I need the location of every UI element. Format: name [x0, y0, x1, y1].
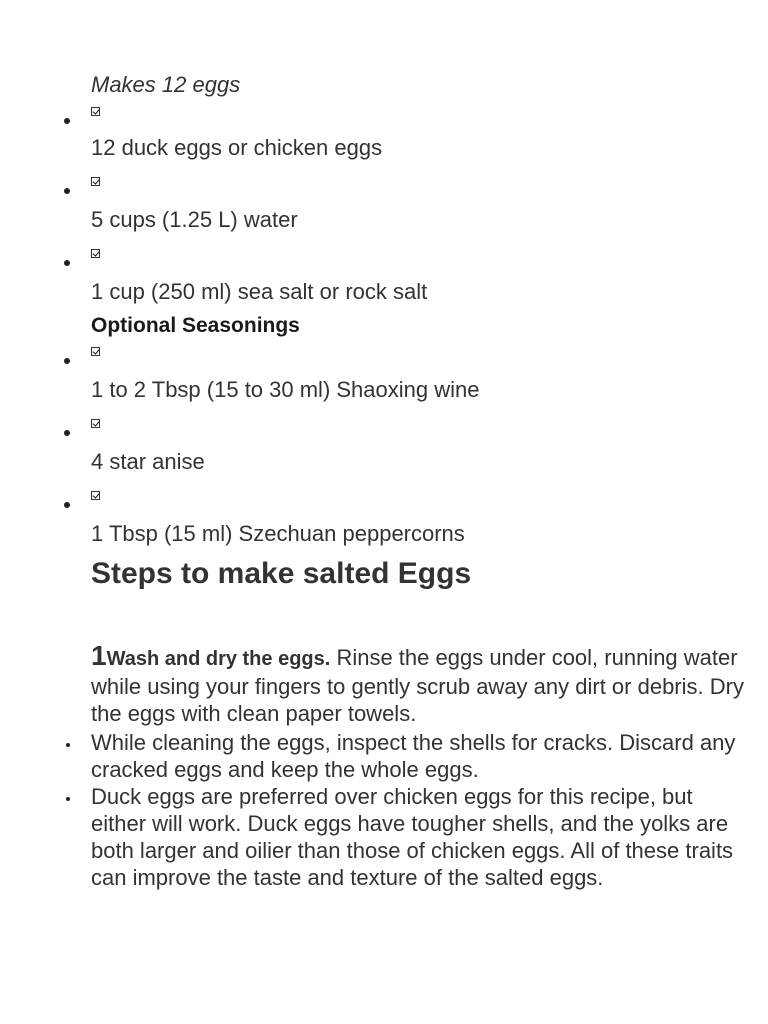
ingredient-checkbox[interactable] — [91, 177, 100, 186]
list-bullet — [64, 188, 70, 194]
note-bullet — [66, 797, 70, 801]
ingredient-checkbox[interactable] — [91, 107, 100, 116]
list-bullet — [64, 358, 70, 364]
step-text: Rinse the eggs under cool, running water while using your fingers to gently scrub away any dirt or debris. Dry the eggs with clean paper towels. — [91, 645, 744, 726]
ingredient-item: 1 to 2 Tbsp (15 to 30 ml) Shaoxing wine — [91, 377, 480, 402]
ingredient-checkbox[interactable] — [91, 419, 100, 428]
ingredient-checkbox[interactable] — [91, 347, 100, 356]
ingredient-checkbox[interactable] — [91, 491, 100, 500]
list-bullet — [64, 260, 70, 266]
note-bullet — [66, 743, 70, 747]
steps-title: Steps to make salted Eggs — [91, 557, 472, 590]
optional-seasonings-heading: Optional Seasonings — [91, 314, 300, 337]
list-bullet — [64, 502, 70, 508]
ingredient-item: 12 duck eggs or chicken eggs — [91, 135, 383, 160]
ingredient-item: 1 Tbsp (15 ml) Szechuan peppercorns — [91, 521, 465, 546]
list-bullet — [64, 430, 70, 436]
ingredient-item: 4 star anise — [91, 449, 205, 474]
list-bullet — [64, 118, 70, 124]
step-note: While cleaning the eggs, inspect the shells for cracks. Discard any cracked eggs and keep the whole eggs. — [91, 730, 736, 782]
step-note: Duck eggs are preferred over chicken eggs for this recipe, but either will work. Duck eggs have tougher shells, and the yolks are both larger and oilier than those of chicken eggs. All of these traits can improve the taste and texture of the salted eggs. — [91, 784, 734, 890]
ingredient-item: 1 cup (250 ml) sea salt or rock salt — [91, 279, 428, 304]
step-paragraph — [91, 642, 751, 727]
recipe-yield: Makes 12 eggs — [91, 72, 241, 97]
step-number: 1 — [91, 640, 107, 671]
ingredient-item: 5 cups (1.25 L) water — [91, 207, 298, 232]
ingredient-checkbox[interactable] — [91, 249, 100, 258]
step-heading: Wash and dry the eggs. — [106, 648, 331, 670]
